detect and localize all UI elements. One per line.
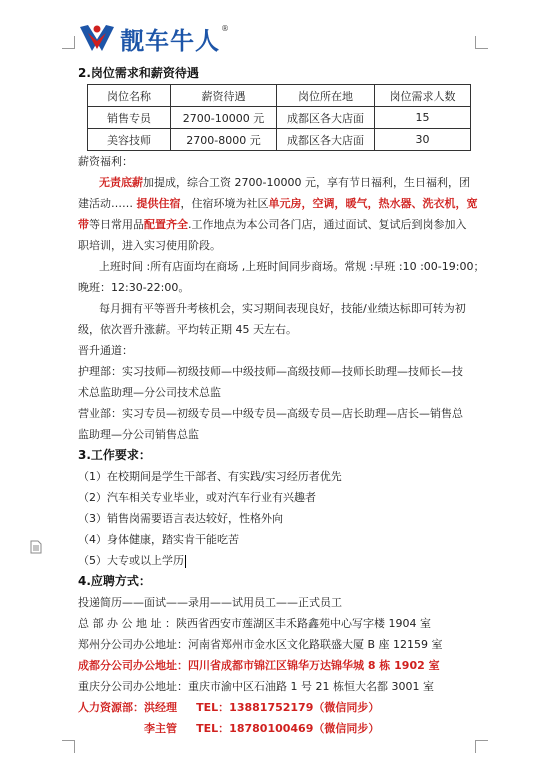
requirement-item: （4）身体健康，踏实肯干能吃苦 <box>78 533 239 546</box>
hr-contact-1: 人力资源部：洪经理 TEL：13881752179（微信同步） <box>78 701 380 714</box>
highlight-text: 带 <box>78 218 89 231</box>
crop-mark-bottom-left <box>62 740 75 753</box>
table-row <box>88 129 471 151</box>
promotion-line: 级，依次晋升涨薪。平均转正期 45 天左右。 <box>78 323 297 336</box>
table-cell: 美容技师 <box>88 129 171 151</box>
address-zhengzhou: 郑州分公司办公地址：河南省郑州市金水区文化路联盛大厦 B 座 12159 室 <box>78 638 443 651</box>
highlight-text: 提供住宿 <box>136 197 181 210</box>
table-cell: 成都区各大店面 <box>277 129 375 151</box>
registered-mark: ® <box>221 23 229 33</box>
table-header: 岗位名称 <box>88 85 171 107</box>
requirement-item-text: （5）大专或以上学历 <box>78 554 184 567</box>
document-icon[interactable] <box>30 540 42 554</box>
body-text: ，住宿环境为社区 <box>180 197 269 210</box>
text-cursor <box>185 555 186 568</box>
section-3-heading: 3.工作要求： <box>78 448 151 462</box>
nurse-path-line: 术总监助理—分公司技术总监 <box>78 386 221 399</box>
sales-path-line: 营业部：实习专员—初级专员—中级专员—高级专员—店长助理—店长—销售总 <box>78 407 463 420</box>
crop-mark-top-left <box>62 36 75 49</box>
table-cell: 销售专员 <box>88 107 171 129</box>
table-cell: 30 <box>375 129 471 151</box>
crop-mark-top-right <box>475 36 488 49</box>
body-text: 加提成，综合工资 2700-10000 元，享有节日福利，生日福利，团 <box>143 176 470 189</box>
table-cell: 2700-10000 元 <box>171 107 277 129</box>
welfare-label: 薪资福利： <box>78 155 133 168</box>
table-cell: 2700-8000 元 <box>171 129 277 151</box>
sales-path-line: 监助理—分公司销售总监 <box>78 428 199 441</box>
work-hours-line: 上班时间 :所有店面均在商场 ,上班时间同步商场。常规 :早班 :10 :00-19:00； <box>99 260 485 273</box>
position-table <box>87 84 471 151</box>
hr-contact-2: 李主管 TEL：18780100469（微信同步） <box>144 722 380 735</box>
highlight-text: 无责底薪 <box>99 176 143 189</box>
promotion-line: 每月拥有平等晋升考核机会，实习期间表现良好，技能/业绩达标即可转为初 <box>99 302 466 315</box>
document-body <box>78 64 485 739</box>
logo-mark-icon <box>78 21 116 55</box>
table-header: 岗位所在地 <box>277 85 375 107</box>
requirement-item: （3）销售岗需要语言表达较好，性格外向 <box>78 512 283 525</box>
welfare-line <box>78 172 480 193</box>
table-row <box>88 107 471 129</box>
welfare-line: 职培训，进入实习使用阶段。 <box>78 239 221 252</box>
requirement-item: （1）在校期间是学生干部者、有实践/实习经历者优先 <box>78 470 342 483</box>
address-chengdu: 成都分公司办公地址：四川省成都市锦江区锦华万达锦华城 8 栋 1902 室 <box>78 659 440 672</box>
table-header-row <box>88 85 471 107</box>
crop-mark-bottom-right <box>475 740 488 753</box>
highlight-text: 配置齐全 <box>144 218 188 231</box>
logo-text: 靓车牛人 <box>120 26 220 55</box>
body-text: 等日常用品 <box>89 218 144 231</box>
section-2-heading: 2.岗位需求和薪资待遇 <box>78 66 199 80</box>
requirement-item[interactable] <box>78 550 480 571</box>
address-hq: 总 部 办 公 地 址 ：陕西省西安市莲湖区丰禾路鑫苑中心写字楼 1904 室 <box>78 617 431 630</box>
company-logo <box>78 18 229 58</box>
table-header: 岗位需求人数 <box>375 85 471 107</box>
table-cell: 15 <box>375 107 471 129</box>
welfare-line <box>78 193 480 214</box>
address-chongqing: 重庆分公司办公地址：重庆市渝中区石油路 1 号 21 栋恒大名都 3001 室 <box>78 680 434 693</box>
requirement-item: （2）汽车相关专业毕业，或对汽车行业有兴趣者 <box>78 491 316 504</box>
table-header: 薪资待遇 <box>171 85 277 107</box>
table-cell: 成都区各大店面 <box>277 107 375 129</box>
welfare-line <box>78 214 480 235</box>
section-4-heading: 4.应聘方式： <box>78 574 151 588</box>
body-text: .工作地点为本公司各门店，通过面试、复试后到岗参加入 <box>188 218 467 231</box>
work-hours-line: 晚班：12:30-22:00。 <box>78 281 190 294</box>
nurse-path-line: 护理部：实习技师—初级技师—中级技师—高级技师—技师长助理—技师长—技 <box>78 365 463 378</box>
body-text: 建活动…… <box>78 197 137 210</box>
highlight-text: 单元房，空调，暖气，热水器、洗衣机，宽 <box>268 197 478 210</box>
hiring-flow: 投递简历——面试——录用——试用员工——正式员工 <box>78 596 342 609</box>
promotion-label: 晋升通道： <box>78 344 133 357</box>
